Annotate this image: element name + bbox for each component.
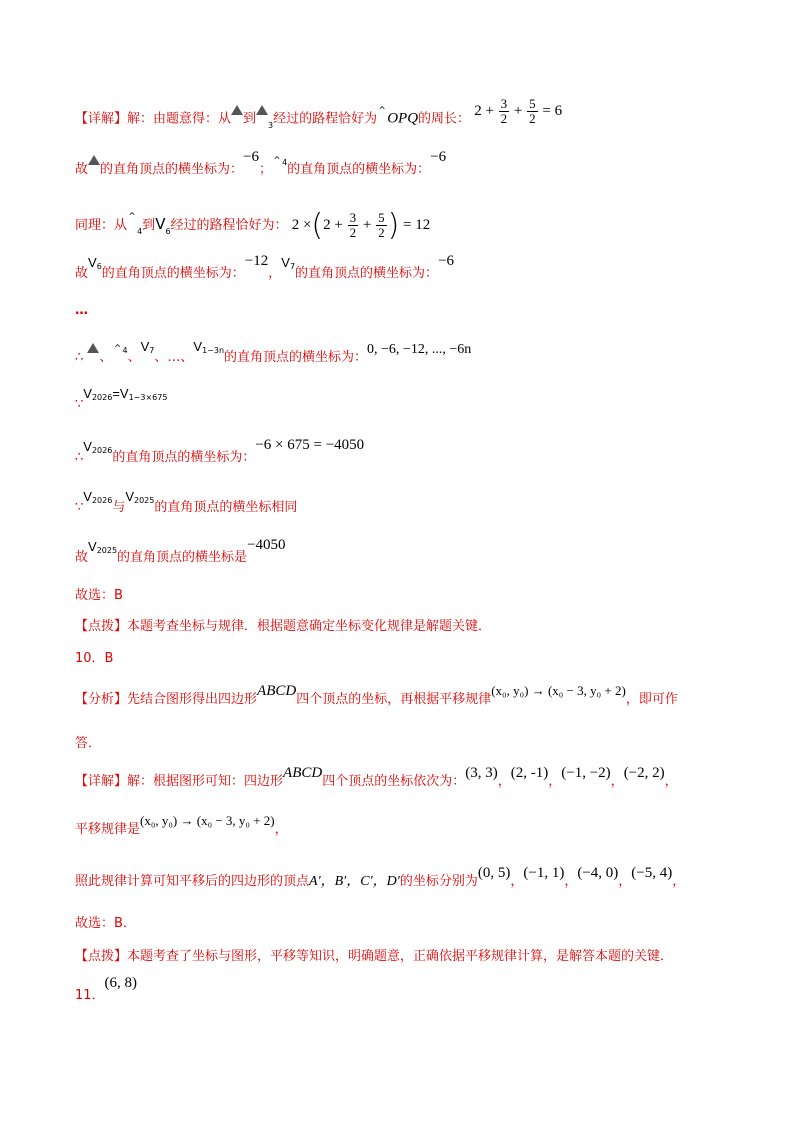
analysis-line-2: 答． [75, 736, 102, 751]
tip-line-10: 【点拨】本题考查了坐标与图形，平移等知识，明确题意，正确依据平移规律计算，是解答本题的关键． [75, 949, 674, 964]
question-10-answer: 10．B [75, 651, 114, 666]
answer-choice-9: 故选：B [75, 588, 123, 603]
detail-line-1: 【详解】解：由题意得：从 到 $_3$经过的路程恰好为⌃OPQ的周长： 2 + $\frac{3}{2}$ + $\frac{5}{2}$ = 6 [75, 96, 563, 130]
detail-line-16: 【详解】解：根据图形可知：四边形ABCD四个顶点的坐标依次为：(3, 3)，(2, -1)，(−1, −2)，(−2, 2)， [75, 765, 678, 789]
analysis-tag: 【分析】 [75, 692, 128, 707]
angle-triangle-icon: ⌃ [127, 209, 138, 224]
detail-line-6: ∴ 、⌃$^4$、$V^7$、…、$V^{1-3n}$的直角顶点的横坐标为：0, −6, −12, ..., −6n [75, 339, 472, 365]
triangle-icon [88, 155, 100, 165]
detail-tag: 【详解】 [75, 111, 128, 127]
detail-line-17: 平移规律是(x₀, y₀) → (x₀ − 3, y₀ + 2)， [75, 813, 288, 837]
tip-tag: 【点拨】 [75, 619, 128, 634]
ellipsis-line: … [75, 303, 88, 318]
triangle-icon [256, 105, 268, 115]
triangle-icon [231, 105, 243, 115]
triangle-icon [87, 343, 99, 353]
detail-line-4: 故$V^6$的直角顶点的横坐标为：−12，$V^7$的直角顶点的横坐标为：−6 [75, 253, 455, 281]
tip-line-9: 【点拨】本题考查坐标与规律．根据题意确定坐标变化规律是解题关键． [75, 619, 492, 634]
detail-line-7: $\because V^{2026}=V^{1-3\times 675}$ [75, 386, 168, 412]
angle-triangle-icon: ⌃ [272, 154, 283, 168]
detail-line-10: 故$V^{2025}$的直角顶点的横坐标是−4050 [75, 537, 286, 565]
detail-line-8: $\therefore V^{2026}$的直角顶点的横坐标为：−6 × 675 = −4050 [75, 437, 365, 465]
detail-line-9: $\because V^{2026}$与$V^{2025}$的直角顶点的横坐标相同 [75, 489, 298, 515]
angle-triangle-icon: ⌃ [112, 342, 123, 356]
detail-tag: 【详解】 [75, 774, 128, 789]
tip-tag: 【点拨】 [75, 949, 128, 964]
analysis-line: 【分析】先结合图形得出四边形ABCD四个顶点的坐标，再根据平移规律(x₀, y₀) → (x₀ − 3, y₀ + 2)，即可作 [75, 683, 678, 707]
detail-line-2: 故 的直角顶点的横坐标为：−6；⌃$^4$的直角顶点的横坐标为：−6 [75, 149, 447, 177]
angle-triangle-icon: ⌃ [377, 103, 388, 118]
detail-line-18: 照此规律计算可知平移后的四边形的顶点A′，B′，C′，D′的坐标分别为(0, 5)，(−1, 1)，(−4, 0)，(−5, 4)， [75, 865, 686, 889]
answer-choice-10: 故选：B． [75, 916, 136, 931]
question-11-answer: 11．(6, 8) [75, 975, 138, 1003]
detail-line-3: 同理：从$⌃_4$到$V_6$经过的路程恰好为： 2 ×(2 + $\frac{3}{2}$ + $\frac{5}{2}$ ) = 12 [75, 208, 431, 243]
